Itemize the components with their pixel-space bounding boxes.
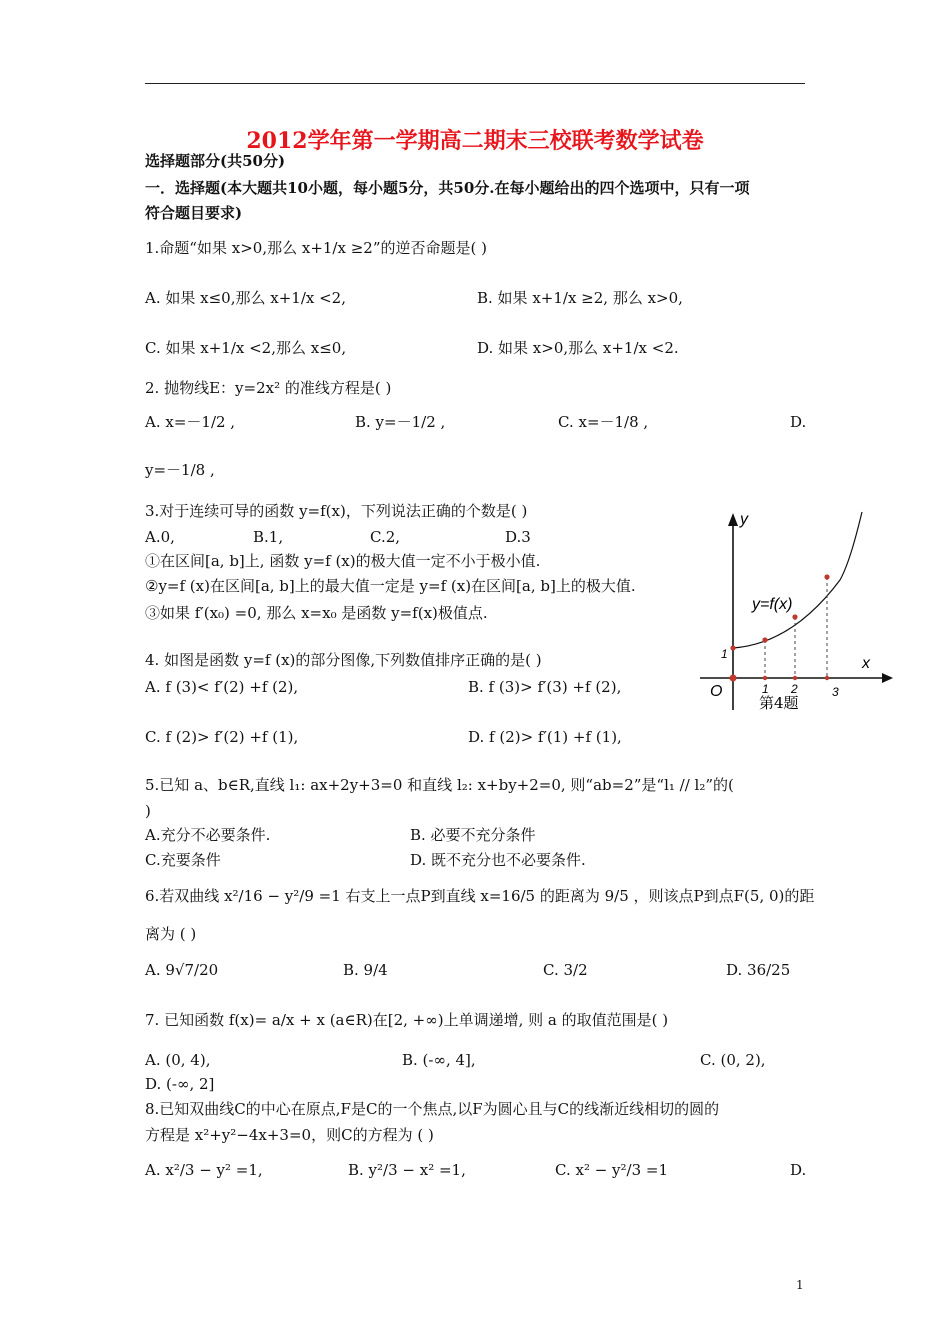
tick-point-3	[825, 676, 829, 680]
question-line: C.2,	[370, 528, 401, 546]
page-number: 1	[796, 1278, 804, 1292]
header-rule	[145, 83, 805, 84]
question-line: D. 既不充分也不必要条件.	[410, 851, 586, 869]
question-line: A. x²/3 − y² =1,	[145, 1161, 263, 1179]
y-axis-label: y	[740, 511, 748, 528]
question-line: B. 必要不充分条件	[410, 826, 536, 844]
x-axis-label: x	[862, 655, 870, 672]
x-tick-3: 3	[832, 685, 839, 699]
tick-point-2	[793, 676, 797, 680]
origin-point	[730, 675, 737, 682]
question-line: 1.命题“如果 x>0,那么 x+1/x ≥2”的逆否命题是( )	[145, 239, 487, 257]
question-line: 4. 如图是函数 y=f (x)的部分图像,下列数值排序正确的是( )	[145, 651, 542, 669]
tick-point-1	[763, 676, 767, 680]
question-line: A.0,	[145, 528, 175, 546]
origin-label: O	[710, 683, 723, 700]
x-axis-arrow	[882, 673, 893, 683]
question-line: D. 36/25	[726, 961, 791, 979]
question-line: C. 3/2	[543, 961, 588, 979]
question-line: A. 9√7/20	[145, 961, 219, 979]
exam-title: 2012学年第一学期高二期末三校联考数学试卷	[246, 128, 704, 154]
question-line: B. y=－1/2 ,	[355, 413, 446, 431]
question-line: C. x=－1/8 ,	[558, 413, 649, 431]
question-line: ①在区间[a, b]上, 函数 y=f (x)的极大值一定不小于极小值.	[145, 552, 541, 570]
y-axis-arrow	[728, 513, 738, 526]
question-line: D. 如果 x>0,那么 x+1/x <2.	[477, 339, 679, 357]
curve-label: y=f(x)	[752, 596, 793, 613]
question-line: 方程是 x²+y²−4x+3=0，则C的方程为 ( )	[145, 1126, 434, 1144]
question-line: ②y=f (x)在区间[a, b]上的最大值一定是 y=f (x)在区间[a, b]上的极大值.	[145, 577, 636, 595]
question-line: D. (-∞, 2]	[145, 1075, 215, 1093]
question-line: 8.已知双曲线C的中心在原点,F是C的一个焦点,以F为圆心且与C的线渐近线相切的圆的	[145, 1100, 720, 1118]
question-line: 3.对于连续可导的函数 y=f(x)，下列说法正确的个数是( )	[145, 502, 528, 520]
question-line: B. y²/3 − x² =1,	[348, 1161, 466, 1179]
question-line: A. 如果 x≤0,那么 x+1/x <2,	[145, 289, 346, 307]
point-f1	[762, 637, 767, 642]
question-line: 7. 已知函数 f(x)= a/x + x (a∈R)在[2, +∞)上单调递增, 则 a 的取值范围是( )	[145, 1011, 669, 1029]
question-line: D. f (2)> f′(1) +f (1),	[468, 728, 622, 746]
question-line: C. x² − y²/3 =1	[555, 1161, 669, 1179]
question-line: D.	[790, 1161, 807, 1179]
question-line: C. 如果 x+1/x <2,那么 x≤0,	[145, 339, 347, 357]
point-y1	[730, 645, 735, 650]
function-curve	[733, 512, 862, 648]
figure-caption: 第4题	[759, 694, 799, 712]
question-line: A. (0, 4),	[145, 1051, 211, 1069]
point-f3	[824, 574, 829, 579]
question-line: B. (-∞, 4],	[402, 1051, 476, 1069]
question-line: A. x=－1/2 ,	[145, 413, 236, 431]
question-line: C. (0, 2),	[700, 1051, 766, 1069]
question-line: B. f (3)> f′(3) +f (2),	[468, 678, 622, 696]
y-tick-1: 1	[721, 647, 728, 661]
question-line: B. 如果 x+1/x ≥2, 那么 x>0,	[477, 289, 683, 307]
section-heading: 选择题部分(共50分)	[145, 152, 286, 170]
question-line: ③如果 f′(x₀) =0, 那么 x=x₀ 是函数 y=f(x)极值点.	[145, 604, 488, 622]
x-tick-1: 1	[762, 682, 769, 696]
x-tick-2: 2	[791, 682, 798, 696]
question-line: y=－1/8 ,	[145, 461, 215, 479]
question-line: 5.已知 a、b∈R,直线 l₁: ax+2y+3=0 和直线 l₂: x+by+2=0, 则“ab=2”是“l₁ // l₂”的(	[145, 776, 734, 794]
question-line: 离为 ( )	[145, 925, 197, 943]
question-line: D.3	[505, 528, 531, 546]
question-line: C.充要条件	[145, 851, 221, 869]
instructions-line-1: 一．选择题(本大题共10小题，每小题5分，共50分.在每小题给出的四个选项中，只有一项	[145, 179, 750, 197]
question-line: A.充分不必要条件.	[145, 826, 271, 844]
question-line: 2. 抛物线E：y=2x² 的准线方程是( )	[145, 379, 392, 397]
question-line: B. 9/4	[343, 961, 388, 979]
question-line: 6.若双曲线 x²/16 − y²/9 =1 右支上一点P到直线 x=16/5 的距离为 9/5 ，则该点P到点F(5, 0)的距	[145, 887, 815, 905]
question-line: C. f (2)> f′(2) +f (1),	[145, 728, 299, 746]
question-line: )	[145, 802, 151, 820]
point-f2	[792, 614, 797, 619]
question-line: D.	[790, 413, 807, 431]
question-line: A. f (3)< f′(2) +f (2),	[145, 678, 299, 696]
question-line: B.1,	[253, 528, 284, 546]
instructions-line-2: 符合题目要求)	[145, 204, 243, 222]
function-graph-figure	[690, 500, 910, 730]
